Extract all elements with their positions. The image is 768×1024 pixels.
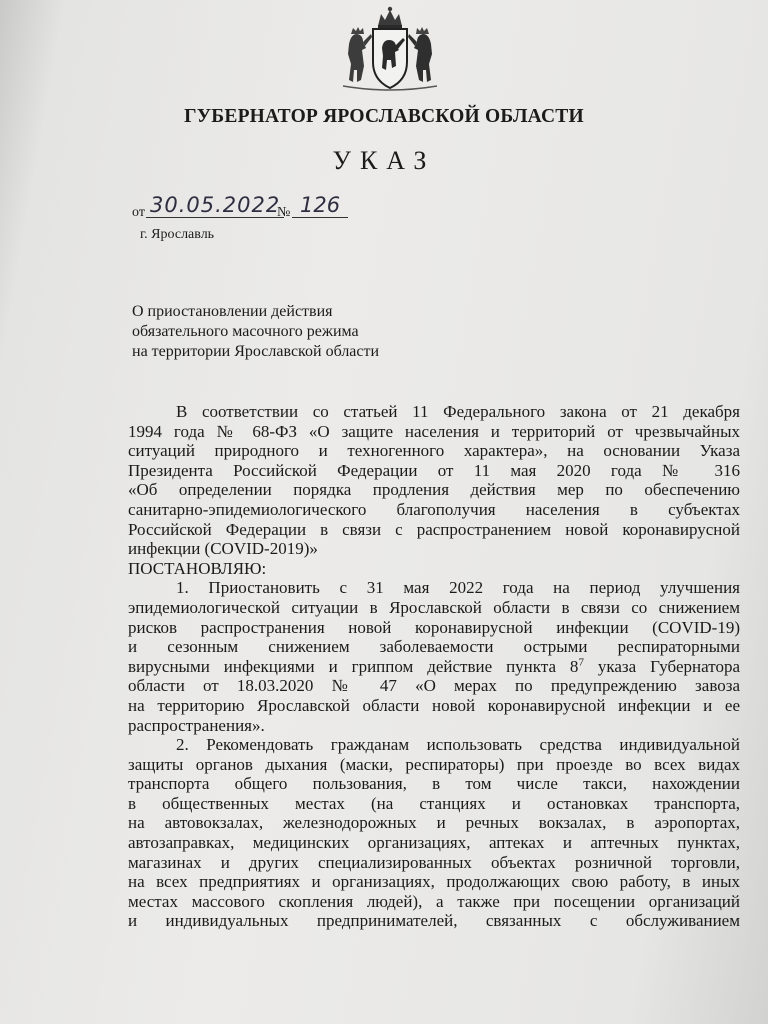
preamble-line: Российской Федерации в связи с распространением новой коронавирусной	[128, 519, 740, 539]
document-type-title: УКАЗ	[332, 146, 436, 175]
preamble-line: «Об определении порядка продления действия мер по обеспечению	[128, 480, 740, 500]
item2-line: транспорта общего пользования, в том числе такси, нахождении	[128, 774, 740, 794]
preamble-line: ситуаций природного и техногенного характера», на основании Указа	[128, 441, 740, 461]
issuing-city: г. Ярославль	[140, 227, 215, 242]
document-subject	[132, 302, 379, 362]
item1-line: эпидемиологической ситуации в Ярославской области в связи со снижением	[128, 597, 740, 617]
subject-line: О приостановлении действия	[132, 303, 333, 320]
item1-line	[128, 657, 740, 677]
item1-line: области от 18.03.2020 № 47 «О мерах по предупреждению завоза	[128, 676, 740, 696]
item1-line: распространения».	[128, 715, 265, 735]
item2-line: 2. Рекомендовать гражданам использовать средства индивидуальной	[176, 735, 740, 755]
item1-line: рисков распространения новой коронавирусной инфекции (COVID-19)	[128, 617, 740, 637]
authority-title: ГУБЕРНАТОР ЯРОСЛАВСКОЙ ОБЛАСТИ	[184, 106, 584, 127]
item2-line: местах массового скопления людей), а также при посещении организаций	[128, 891, 740, 911]
item2-line: автозаправках, медицинских организациях, аптеках и аптечных пунктах,	[128, 833, 740, 853]
preamble-line: В соответствии со статьей 11 Федерального закона от 21 декабря	[176, 402, 740, 421]
item2-line: на всех предприятиях и организациях, продолжающих свою работу, в иных	[128, 872, 740, 892]
item1-line: на территорию Ярославской области новой коронавирусной инфекции и ее	[128, 695, 740, 715]
item2-line: на автовокзалах, железнодорожных и речных вокзалах, в аэропортах,	[128, 813, 740, 833]
item2-line: защиты органов дыхания (маски, респираторы) при проезде во всех видах	[128, 754, 740, 774]
preamble-line: Президента Российской Федерации от 11 мая 2020 года № 316	[128, 460, 740, 480]
superscript-index: 7	[578, 656, 584, 669]
document-number: 126	[292, 193, 348, 218]
document-body	[128, 402, 740, 931]
preamble-line: инфекции (COVID-2019)»	[128, 539, 318, 559]
date-prefix-label: от	[132, 205, 145, 220]
preamble-line: санитарно-эпидемиологического благополучия населения в субъектах	[128, 499, 740, 519]
document-date: 30.05.2022	[146, 193, 284, 218]
item1-line-part: указа Губернатора	[583, 656, 740, 676]
decree-word: ПОСТАНОВЛЯЮ:	[128, 558, 267, 578]
preamble-line: 1994 года № 68-ФЗ «О защите населения и территорий от чрезвычайных	[128, 421, 740, 441]
item2-line: магазинах и других специализированных объектах розничной торговли,	[128, 852, 740, 872]
item1-line-part: вирусными инфекциями и гриппом действие пункта 8	[128, 656, 579, 676]
yaroslavl-coat-of-arms-icon	[335, 4, 445, 92]
subject-line: на территории Ярославской области	[132, 343, 380, 360]
item1-line: и сезонным снижением заболеваемости острыми респираторными	[128, 637, 740, 657]
number-prefix-label: №	[277, 205, 291, 220]
item2-line: в общественных местах (на станциях и остановках транспорта,	[128, 793, 740, 813]
subject-line: обязательного масочного режима	[132, 323, 359, 340]
item2-line: и индивидуальных предпринимателей, связанных с обслуживанием	[128, 911, 740, 931]
item1-line: 1. Приостановить с 31 мая 2022 года на период улучшения	[176, 578, 740, 598]
